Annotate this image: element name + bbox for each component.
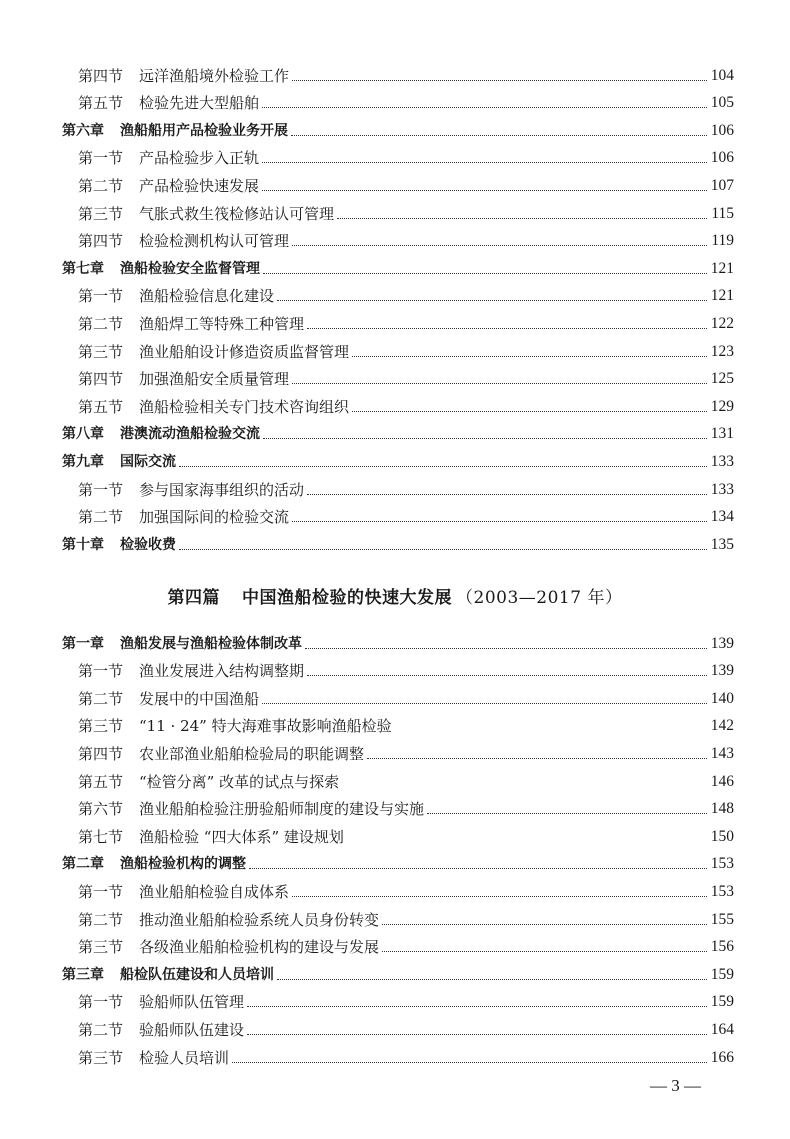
dot-leader — [179, 466, 707, 467]
page-number: 122 — [710, 314, 734, 332]
toc-chapter-entry — [62, 626, 734, 654]
dot-leader — [305, 648, 707, 649]
toc-section-entry — [62, 819, 734, 847]
page-number: 123 — [710, 342, 734, 360]
dot-leader — [291, 135, 707, 136]
chapter-number: 第三章 — [62, 966, 104, 983]
section-title: 加强国际间的检验交流 — [139, 508, 290, 527]
dot-leader — [263, 438, 707, 439]
section-title: 推动渔业船舶检验系统人员身份转变 — [139, 910, 380, 929]
section-title: 参与国家海事组织的活动 — [139, 480, 305, 499]
chapter-title: 港澳流动渔船检验交流 — [120, 426, 260, 443]
section-number: 第一节 — [78, 287, 124, 306]
section-title: 气胀式救生筏检修站认可管理 — [139, 204, 335, 223]
page-number: 139 — [710, 662, 734, 680]
chapter-title: 渔船检验机构的调整 — [120, 856, 246, 873]
part-label: 第四篇 — [167, 588, 221, 608]
page-number: 164 — [710, 1020, 734, 1038]
chapter-title: 渔船船用产品检验业务开展 — [120, 122, 288, 139]
section-title: 渔船检验信息化建设 — [139, 287, 275, 306]
dot-leader — [307, 494, 707, 495]
toc-section-entry — [62, 764, 734, 792]
section-number: 第二节 — [78, 910, 124, 929]
dot-leader — [232, 1062, 707, 1063]
section-title: 产品检验快速发展 — [139, 176, 260, 195]
toc-chapter-entry — [62, 957, 734, 985]
chapter-number: 第二章 — [62, 856, 104, 873]
part-heading — [0, 583, 790, 608]
toc-section-entry — [62, 681, 734, 709]
toc-section-entry — [62, 930, 734, 958]
dot-leader — [352, 411, 707, 412]
part-years: （2003—2017 年） — [456, 588, 623, 608]
dot-leader — [262, 703, 707, 704]
page-number: 131 — [710, 425, 734, 443]
dot-leader — [247, 1006, 707, 1007]
section-title: 检验检测机构认可管理 — [139, 232, 290, 251]
section-number: 第四节 — [78, 370, 124, 389]
toc-section-entry — [62, 1040, 734, 1068]
section-title: 渔船检验相关专门技术咨询组织 — [139, 397, 350, 416]
dot-leader — [262, 162, 707, 163]
toc-section-entry — [62, 500, 734, 528]
section-number: 第四节 — [78, 232, 124, 251]
toc-chapter-entry — [62, 417, 734, 445]
chapter-title: 船检队伍建设和人员培训 — [120, 966, 274, 983]
section-number: 第三节 — [78, 938, 124, 957]
dot-leader — [352, 356, 707, 357]
section-title: 验船师队伍管理 — [139, 993, 245, 1012]
toc-section-entry — [62, 902, 734, 930]
toc-section-entry — [62, 736, 734, 764]
section-title: 验船师队伍建设 — [139, 1020, 245, 1039]
section-number: 第五节 — [78, 772, 124, 791]
dot-leader — [247, 1034, 707, 1035]
chapter-title: 渔船检验安全监督管理 — [120, 260, 260, 277]
section-number: 第四节 — [78, 66, 124, 85]
page-number: 135 — [710, 535, 734, 553]
dot-leader — [277, 300, 707, 301]
chapter-number: 第一章 — [62, 635, 104, 652]
toc-section-entry — [62, 306, 734, 334]
toc-list-part-three — [62, 58, 734, 555]
section-number: 第三节 — [78, 204, 124, 223]
dot-leader — [262, 107, 707, 108]
section-number: 第三节 — [78, 342, 124, 361]
page-number: 153 — [710, 855, 734, 873]
page-number: 133 — [710, 480, 734, 498]
toc-chapter-entry — [62, 251, 734, 279]
toc-list-part-four — [62, 626, 734, 1068]
dot-leader — [337, 218, 707, 219]
section-number: 第一节 — [78, 480, 124, 499]
dot-leader — [307, 675, 707, 676]
chapter-title: 渔船发展与渔船检验体制改革 — [120, 635, 302, 652]
section-title: 加强渔船安全质量管理 — [139, 370, 290, 389]
dot-leader — [292, 80, 707, 81]
dot-leader — [179, 549, 707, 550]
page-number: 146 — [710, 772, 734, 790]
section-title: “11 · 24” 特大海难事故影响渔船检验 — [139, 717, 392, 736]
section-title: 渔业船舶检验注册验船师制度的建设与实施 — [139, 800, 425, 819]
toc-section-entry — [62, 196, 734, 224]
page-number: 105 — [710, 94, 734, 112]
page-number: 166 — [710, 1048, 734, 1066]
toc-chapter-entry — [62, 847, 734, 875]
section-title: 远洋渔船境外检验工作 — [139, 66, 290, 85]
toc-section-entry — [62, 168, 734, 196]
page-number: 140 — [710, 689, 734, 707]
dot-leader — [262, 190, 707, 191]
toc-section-entry — [62, 472, 734, 500]
page-number: 139 — [710, 634, 734, 652]
part-title: 中国渔船检验的快速大发展 — [242, 588, 453, 608]
chapter-number: 第十章 — [62, 536, 104, 553]
dot-leader — [277, 979, 707, 980]
section-title: 发展中的中国渔船 — [139, 689, 260, 708]
section-title: 渔船检验 “四大体系” 建设规划 — [139, 827, 344, 846]
toc-section-entry — [62, 389, 734, 417]
section-title: “检管分离” 改革的试点与探索 — [139, 772, 340, 791]
section-number: 第一节 — [78, 993, 124, 1012]
toc-chapter-entry — [62, 527, 734, 555]
section-title: 产品检验步入正轨 — [139, 149, 260, 168]
section-title: 检验先进大型船舶 — [139, 94, 260, 113]
dot-leader — [382, 924, 707, 925]
page-folio: — 3 — — [650, 1076, 701, 1095]
chapter-title: 检验收费 — [120, 536, 176, 553]
chapter-number: 第七章 — [62, 260, 104, 277]
dot-leader — [249, 868, 707, 869]
page-number: 125 — [710, 370, 734, 388]
toc-section-entry — [62, 141, 734, 169]
section-title: 渔业船舶检验自成体系 — [139, 882, 290, 901]
section-number: 第二节 — [78, 176, 124, 195]
page-number: 107 — [710, 176, 734, 194]
page-number: 153 — [710, 882, 734, 900]
page-number: 104 — [710, 66, 734, 84]
section-title: 渔业船舶设计修造资质监督管理 — [139, 342, 350, 361]
chapter-number: 第八章 — [62, 426, 104, 443]
page-number: 159 — [710, 965, 734, 983]
dot-leader — [292, 521, 707, 522]
section-number: 第七节 — [78, 827, 124, 846]
page-number: 121 — [710, 287, 734, 305]
toc-section-entry — [62, 279, 734, 307]
page-number: 150 — [710, 827, 734, 845]
toc-chapter-entry — [62, 113, 734, 141]
dot-leader — [382, 951, 707, 952]
page-number: 129 — [710, 397, 734, 415]
dot-leader — [292, 245, 707, 246]
page-number: 106 — [710, 149, 734, 167]
page-number: 143 — [710, 744, 734, 762]
toc-section-entry — [62, 58, 734, 86]
dot-leader — [427, 813, 707, 814]
toc-section-entry — [62, 362, 734, 390]
toc-chapter-entry — [62, 444, 734, 472]
dot-leader — [292, 896, 707, 897]
section-number: 第一节 — [78, 882, 124, 901]
toc-section-entry — [62, 792, 734, 820]
toc-section-entry — [62, 985, 734, 1013]
section-number: 第六节 — [78, 800, 124, 819]
toc-section-entry — [62, 654, 734, 682]
section-number: 第四节 — [78, 744, 124, 763]
dot-leader — [307, 328, 707, 329]
page-number: 155 — [710, 910, 734, 928]
page-number: 106 — [710, 121, 734, 139]
toc-section-entry — [62, 1012, 734, 1040]
section-title: 渔船焊工等特殊工种管理 — [139, 314, 305, 333]
section-number: 第一节 — [78, 149, 124, 168]
dot-leader — [292, 383, 707, 384]
section-number: 第三节 — [78, 717, 124, 736]
page-number: 133 — [710, 452, 734, 470]
section-number: 第二节 — [78, 689, 124, 708]
dot-leader — [367, 758, 707, 759]
section-title: 农业部渔业船舶检验局的职能调整 — [139, 744, 365, 763]
section-number: 第一节 — [78, 662, 124, 681]
toc-section-entry — [62, 86, 734, 114]
page-number: 148 — [710, 800, 734, 818]
toc-section-entry — [62, 709, 734, 737]
section-number: 第五节 — [78, 94, 124, 113]
section-number: 第五节 — [78, 397, 124, 416]
page-number: 142 — [710, 717, 734, 735]
page-number: 121 — [710, 259, 734, 277]
section-number: 第二节 — [78, 314, 124, 333]
toc-section-entry — [62, 224, 734, 252]
chapter-number: 第九章 — [62, 453, 104, 470]
toc-section-entry — [62, 334, 734, 362]
page-number: 119 — [711, 232, 734, 250]
section-number: 第二节 — [78, 1020, 124, 1039]
dot-leader — [263, 273, 707, 274]
page-number: 156 — [710, 938, 734, 956]
section-title: 渔业发展进入结构调整期 — [139, 662, 305, 681]
section-title: 各级渔业船舶检验机构的建设与发展 — [139, 938, 380, 957]
chapter-title: 国际交流 — [120, 453, 176, 470]
page-number: 159 — [710, 993, 734, 1011]
section-number: 第二节 — [78, 508, 124, 527]
section-title: 检验人员培训 — [139, 1048, 230, 1067]
section-number: 第三节 — [78, 1048, 124, 1067]
chapter-number: 第六章 — [62, 122, 104, 139]
page-number: 115 — [711, 204, 734, 222]
toc-section-entry — [62, 874, 734, 902]
page-number: 134 — [710, 508, 734, 526]
